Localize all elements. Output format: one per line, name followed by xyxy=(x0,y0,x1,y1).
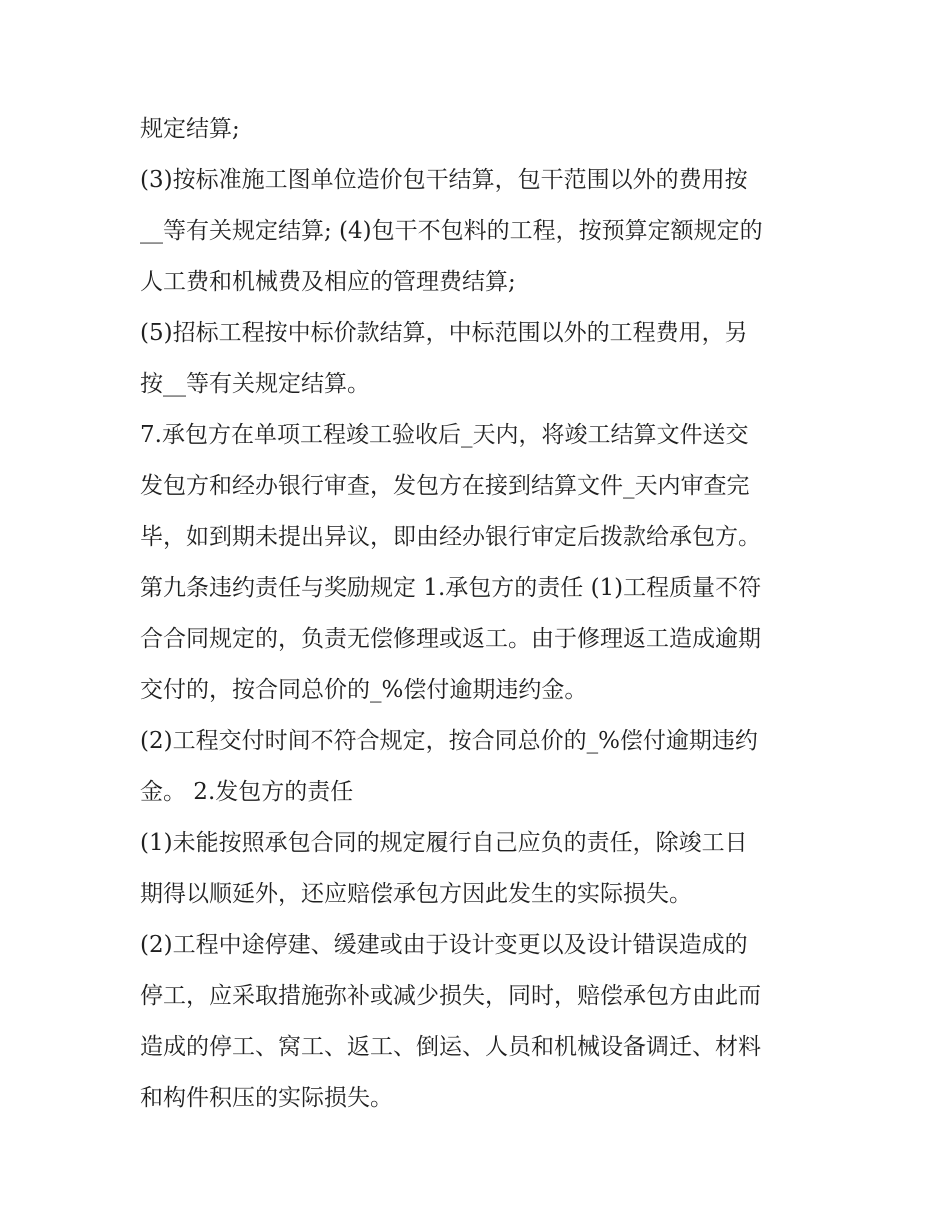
text-line: 造成的停工、窝工、返工、倒运、人员和机械设备调迁、材料 xyxy=(140,1034,761,1060)
text-line: 7.承包方在单项工程竣工验收后_天内，将竣工结算文件送交 xyxy=(140,422,749,448)
text-line: 金。 2.发包方的责任 xyxy=(140,779,354,805)
text-line: 合合同规定的，负责无偿修理或返工。由于修理返工造成逾期 xyxy=(140,626,761,652)
text-line: 规定结算; xyxy=(140,116,240,142)
document-body xyxy=(140,104,840,1124)
text-line: 人工费和机械费及相应的管理费结算; xyxy=(140,269,516,295)
text-line: 按__等有关规定结算。 xyxy=(140,371,370,397)
text-line: 交付的，按合同总价的_%偿付逾期违约金。 xyxy=(140,677,588,703)
text-line: (5)招标工程按中标价款结算，中标范围以外的工程费用，另 xyxy=(140,320,748,346)
text-line: 发包方和经办银行审查，发包方在接到结算文件_天内审查完 xyxy=(140,473,750,499)
text-line: (1)未能按照承包合同的规定履行自己应负的责任，除竣工日 xyxy=(140,830,748,856)
text-line: (2)工程交付时间不符合规定，按合同总价的_%偿付逾期违约 xyxy=(140,728,758,754)
text-line: __等有关规定结算; (4)包干不包料的工程，按预算定额规定的 xyxy=(140,218,763,244)
text-line: 停工，应采取措施弥补或减少损失，同时，赔偿承包方由此而 xyxy=(140,983,761,1009)
text-line: 期得以顺延外，还应赔偿承包方因此发生的实际损失。 xyxy=(140,881,692,907)
text-line: 毕，如到期未提出异议，即由经办银行审定后拨款给承包方。 xyxy=(140,524,761,550)
text-line: (3)按标准施工图单位造价包干结算，包干范围以外的费用按 xyxy=(140,167,748,193)
text-line: 和构件积压的实际损失。 xyxy=(140,1085,393,1111)
text-line: (2)工程中途停建、缓建或由于设计变更以及设计错误造成的 xyxy=(140,932,748,958)
text-line: 第九条违约责任与奖励规定 1.承包方的责任 (1)工程质量不符 xyxy=(140,575,762,601)
